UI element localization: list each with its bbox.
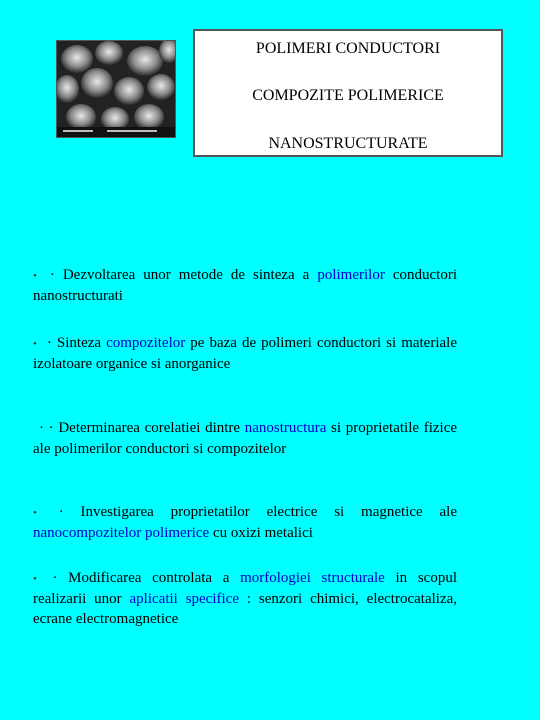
bullet-item-4: [33, 502, 457, 543]
bullet-item-1: [33, 265, 457, 306]
bullet-item-2: [33, 333, 457, 374]
bullet-text: · Sinteza: [46, 335, 107, 351]
bullet-item-5: [33, 568, 457, 629]
highlight-term: nanostructura: [244, 420, 327, 436]
highlight-term: nanocompozitelor polimerice: [33, 525, 210, 541]
bullet-text: : senzori chimici, electrocataliza, ecrane electromagnetice: [33, 591, 458, 627]
bullet-text: · · Determinarea corelatiei dintre: [39, 420, 245, 436]
highlight-term: morfologiei structurale: [240, 570, 385, 586]
highlight-term: polimerilor: [317, 267, 385, 283]
bullet-text: · Dezvoltarea unor metode de sinteza a: [49, 267, 318, 283]
bullet-dot: •: [33, 270, 44, 282]
bullet-text: si proprietatile fizice ale polimerilor conductori si compozitelor: [33, 420, 458, 457]
bullet-dot: •: [33, 573, 47, 585]
title-line-3: NANOSTRUCTURATE: [268, 135, 428, 152]
title-line-1: POLIMERI CONDUCTORI: [255, 40, 441, 57]
bullet-text: conductori nanostructurati: [33, 267, 457, 304]
sem-micrograph-image: [56, 40, 176, 138]
bullet-item-3: [33, 418, 457, 459]
bullet-dot: •: [33, 507, 53, 519]
highlight-term: aplicatii specifice: [129, 591, 239, 607]
bullet-text: · Investigarea proprietatilor electrice si magnetice ale: [58, 504, 457, 520]
title-box: [193, 29, 503, 157]
bullet-text: pe baza de polimeri conductori si materiale izolatoare organice si anorganice: [33, 335, 457, 372]
bullet-text: cu oxizi metalici: [209, 525, 313, 541]
bullet-dot: •: [33, 338, 41, 350]
bullet-text: in scopul realizarii unor: [33, 570, 457, 607]
bullet-text: · Modificarea controlata a: [52, 570, 241, 586]
title-line-2: COMPOZITE POLIMERICE: [252, 87, 444, 104]
highlight-term: compozitelor: [106, 335, 186, 351]
